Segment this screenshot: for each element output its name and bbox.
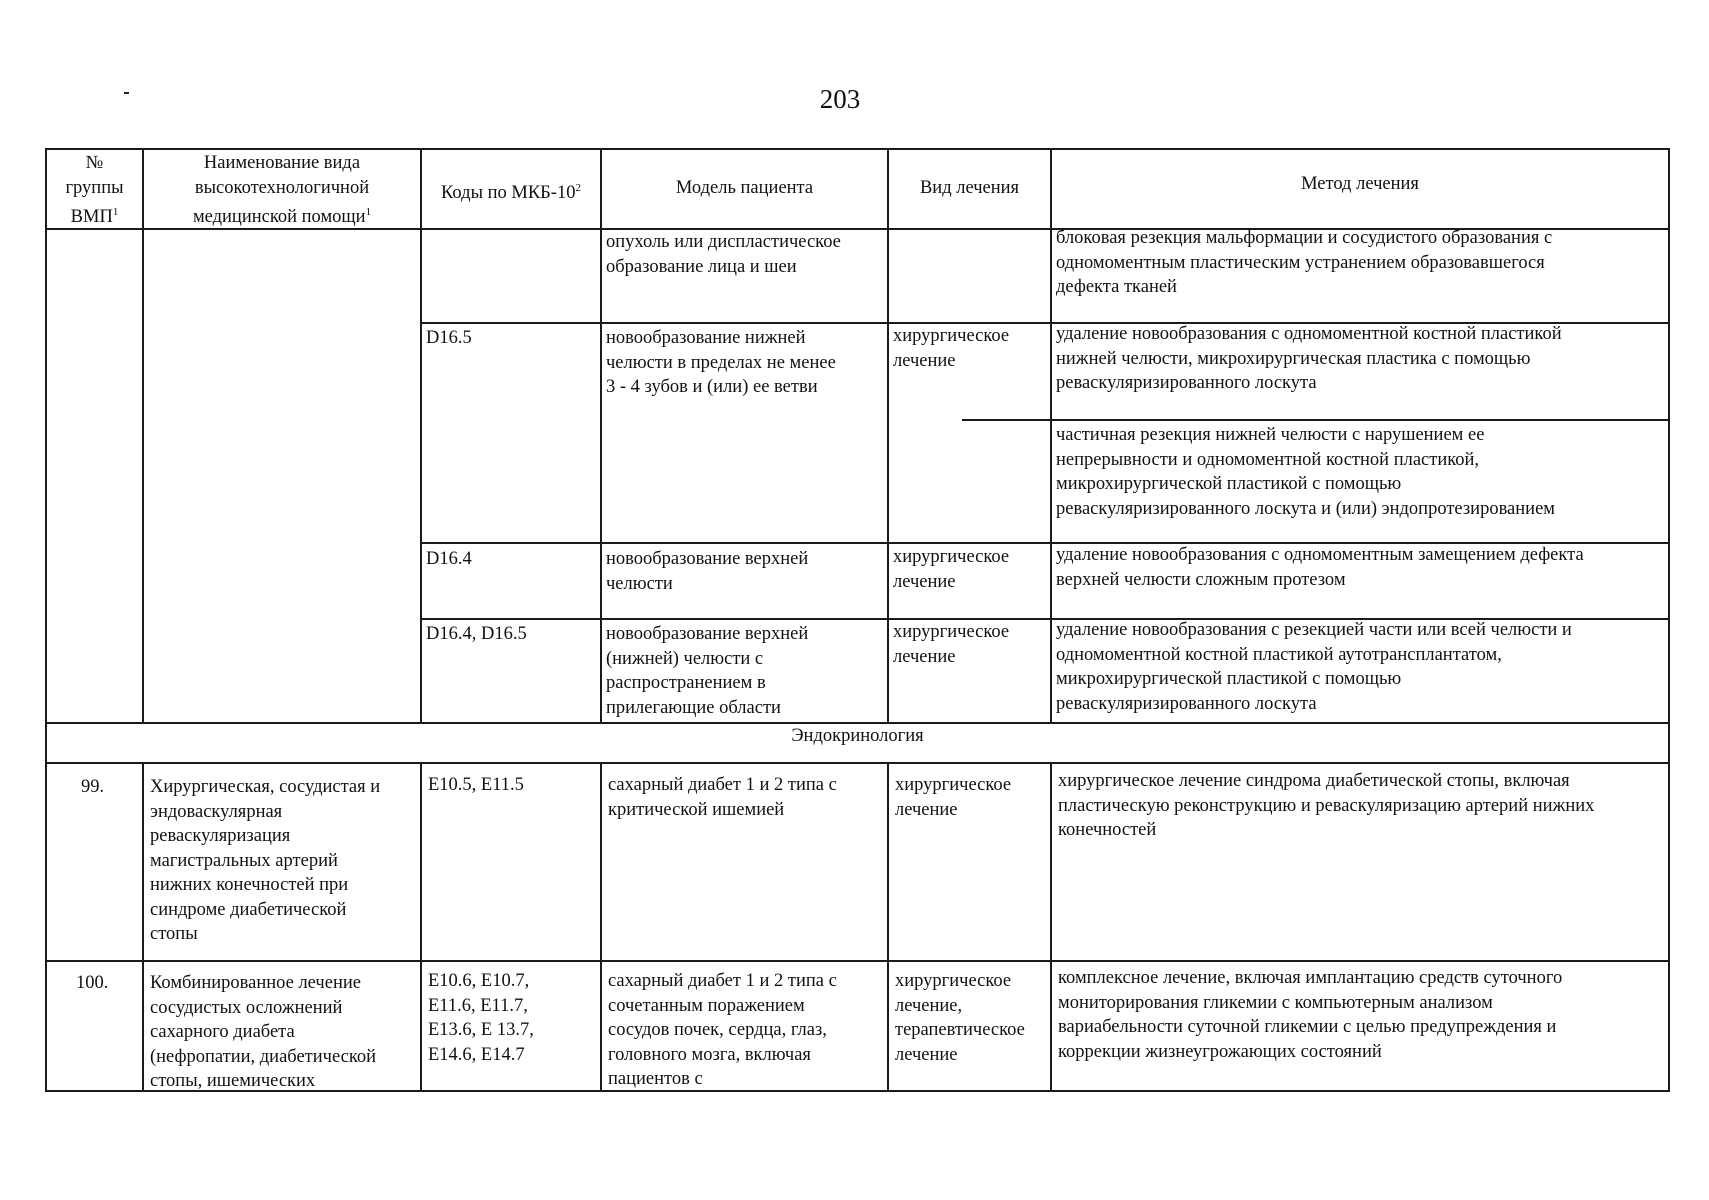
- rule-top: [45, 148, 1670, 150]
- rule-right-edge: [1668, 148, 1670, 1092]
- row4-codes: D16.4, D16.5: [426, 624, 527, 644]
- header-icd-codes: Коды по МКБ-$10^2$: [441, 182, 581, 204]
- header-treatment-type: Вид лечения: [919, 178, 1020, 198]
- header-group-no: № группы ВМП$^1$: [65, 153, 124, 228]
- row2-type: хирургическое лечение: [893, 326, 1010, 371]
- group100-type: хирургическое лечение, терапевтическое лечение: [895, 971, 1025, 1065]
- group100-codes: E10.6, E10.7, E11.6, E11.7, E13.6, E 13.7, E14.6, E14.7: [428, 971, 534, 1065]
- row2-codes: D16.5: [426, 328, 472, 348]
- row3-model: новообразование верхней челюсти: [606, 549, 809, 594]
- rule-col3: [600, 148, 602, 724]
- row3-type: хирургическое лечение: [893, 547, 1010, 592]
- vmp-table: [45, 148, 1670, 1092]
- group100-method: комплексное лечение, включая имплантацию средств суточного мониторирования гликемии с компьютерным анализом вариабельности суточной гликемии с целью предупреждения и коррекции жизнеугрожающих состояний: [1058, 968, 1563, 1062]
- group99-type: хирургическое лечение: [895, 775, 1012, 820]
- section-title: Эндокринология: [791, 726, 924, 746]
- rule-col4-lower: [887, 762, 889, 1092]
- group100-number: 100.: [76, 973, 109, 993]
- group99-name: Хирургическая, сосудистая и эндоваскулярная реваскуляризация магистральных артерий нижних конечностей при синдроме диабетической стопы: [150, 777, 381, 944]
- rule-left-edge: [45, 148, 47, 1092]
- rule-col1-lower: [142, 762, 144, 1092]
- row2-method-a: удаление новообразования с одномоментной костной пластикой нижней челюсти, микрохирургическая пластика с помощью реваскуляризированного лоскута: [1056, 324, 1562, 393]
- rule-col2: [420, 148, 422, 724]
- rule-col1: [142, 148, 144, 724]
- row1-method: блоковая резекция мальформации и сосудистого образования с одномоментным пластическим устранением образовавшегося дефекта тканей: [1056, 228, 1553, 297]
- row2-method-b: частичная резекция нижней челюсти с нарушением ее непрерывности и одномоментной костной пластикой, микрохирургической пластикой с помощью реваскуляризированного лоскута и (или) эндопротезированием: [1056, 425, 1555, 519]
- row1-model: опухоль или диспластическое образование лица и шеи: [606, 232, 841, 277]
- rule-col5-lower: [1050, 762, 1052, 1092]
- group99-method: хирургическое лечение синдрома диабетической стопы, включая пластическую реконструкцию и реваскуляризацию артерий нижних конечностей: [1058, 771, 1595, 840]
- group99-number: 99.: [81, 777, 105, 797]
- rule-col5: [1050, 148, 1052, 724]
- row4-model: новообразование верхней (нижней) челюсти с распространением в прилегающие области: [606, 624, 809, 718]
- rule-group99-bottom: [45, 960, 1670, 962]
- row3-method: удаление новообразования с одномоментным замещением дефекта верхней челюсти сложным протезом: [1056, 545, 1584, 590]
- rule-col4: [887, 148, 889, 724]
- group99-model: сахарный диабет 1 и 2 типа с критической ишемией: [608, 775, 837, 820]
- header-treatment-method: Метод лечения: [1301, 174, 1419, 194]
- header-vmp-name: Наименование вида высокотехнологичной медицинской помощи$^1$: [192, 153, 372, 228]
- row3-codes: D16.4: [426, 549, 472, 569]
- group100-name: Комбинированное лечение сосудистых осложнений сахарного диабета (нефропатии, диабетической стопы, ишемических: [150, 973, 377, 1091]
- page-number: 203: [819, 84, 861, 114]
- group99-codes: E10.5, E11.5: [428, 775, 524, 795]
- row2-model: новообразование нижней челюсти в пределах не менее 3 - 4 зубов и (или) ее ветви: [606, 328, 836, 397]
- header-patient-model: Модель пациента: [675, 178, 814, 198]
- rule-section-bottom: [45, 762, 1670, 764]
- group100-model: сахарный диабет 1 и 2 типа с сочетанным поражением сосудов почек, сердца, глаз, головного мозга, включая пациентов с: [608, 971, 837, 1089]
- row4-method: удаление новообразования с резекцией части или всей челюсти и одномоментной костной пластикой аутотрансплантатом, микрохирургической пластикой с помощью реваскуляризированного лоскута: [1056, 620, 1572, 714]
- rule-col2-lower: [420, 762, 422, 1092]
- rule-method-split: [962, 419, 1670, 421]
- rule-col3-lower: [600, 762, 602, 1092]
- row4-type: хирургическое лечение: [893, 622, 1010, 667]
